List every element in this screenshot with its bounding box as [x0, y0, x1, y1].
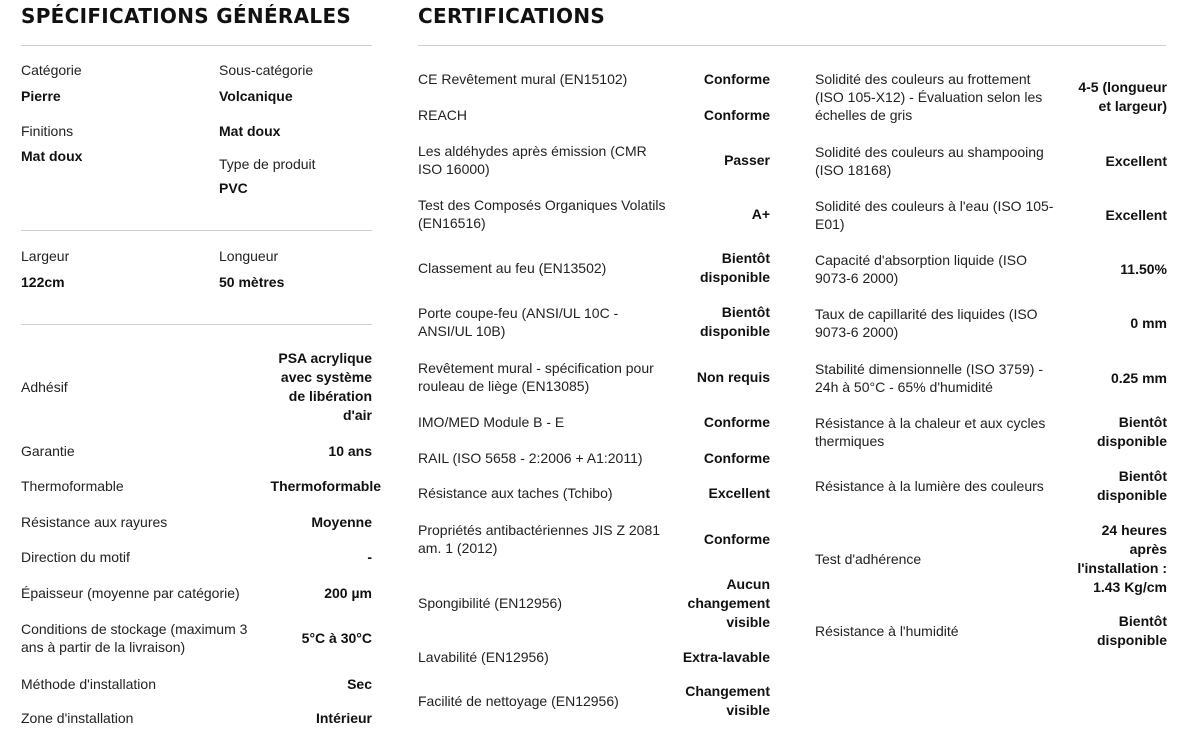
category-value: Pierre: [21, 88, 61, 104]
spec-value: Intérieur: [315, 709, 372, 726]
cert-row: [418, 303, 770, 341]
spec-value: 5°C à 30°C: [301, 629, 372, 646]
cert-label: REACH: [418, 107, 468, 123]
cert-value: Conforme: [703, 413, 770, 430]
cert-row: [418, 195, 770, 233]
cert-row: [418, 520, 770, 558]
length-label: Longueur: [219, 248, 279, 264]
cert-value: Excellent: [1105, 152, 1167, 169]
cert-row: [815, 467, 1167, 505]
subcategory-label: Sous-catégorie: [219, 62, 314, 78]
cert-row: [418, 358, 770, 396]
cert-row: [815, 359, 1167, 397]
cert-row: [815, 69, 1167, 125]
cert-value: Passer: [724, 151, 770, 168]
spec-label: Épaisseur (moyenne par catégorie): [21, 585, 240, 601]
cert-label: Porte coupe-feu (ANSI/UL 10C - ANSI/UL 10B): [418, 305, 619, 339]
finish-value: Mat doux: [21, 148, 83, 164]
cert-value: Bientôt disponible: [700, 304, 770, 339]
spec-value: -: [367, 548, 372, 565]
cert-label: CE Revêtement mural (EN15102): [418, 71, 628, 87]
cert-row: [418, 682, 770, 720]
spec-label: Méthode d'installation: [21, 676, 156, 692]
width-label: Largeur: [21, 248, 70, 264]
spec-row-thermoformable: [21, 475, 381, 497]
cert-value: Bientôt disponible: [1097, 414, 1167, 449]
cert-value: 0.25 mm: [1110, 369, 1167, 386]
cert-label: Stabilité dimensionnelle (ISO 3759) - 24h à 50°C - 65% d'humidité: [815, 361, 1044, 395]
spec-label: Garantie: [21, 443, 75, 459]
section-divider: [21, 45, 372, 46]
cert-row: [815, 142, 1167, 180]
spec-row-storage: [21, 618, 372, 658]
cert-value: Conforme: [703, 449, 770, 466]
product-type-label: Type de produit: [219, 156, 316, 172]
cert-value: Bientôt disponible: [1097, 613, 1167, 648]
spec-label: Direction du motif: [21, 549, 130, 565]
spec-row-pattern-direction: [21, 546, 372, 568]
cert-value: Non requis: [696, 368, 770, 385]
cert-row: [418, 447, 770, 469]
cert-value: 11.50%: [1120, 260, 1167, 277]
cert-row: [815, 520, 1167, 598]
spec-row-adhesive: [21, 347, 372, 427]
subcategory-value: Volcanique: [219, 88, 293, 104]
cert-value: 24 heures après l'installation : 1.43 Kg/cm: [1077, 522, 1167, 595]
cert-row: [418, 574, 770, 632]
cert-label: RAIL (ISO 5658 - 2:2006 + A1:2011): [418, 450, 643, 466]
cert-label: Test d'adhérence: [815, 551, 922, 567]
spec-value: 200 µm: [324, 584, 372, 601]
spec-value: Moyenne: [311, 513, 372, 530]
product-type-value: PVC: [219, 180, 248, 196]
cert-row: [418, 411, 770, 433]
cert-value: Changement visible: [685, 683, 770, 718]
cert-label: Test des Composés Organiques Volatils (EN16516): [418, 197, 666, 231]
section-divider: [21, 230, 372, 231]
cert-label: Solidité des couleurs à l'eau (ISO 105-E01): [815, 198, 1054, 232]
spec-row-install-method: [21, 673, 372, 695]
cert-value: Aucun changement visible: [687, 575, 770, 630]
cert-row: [418, 249, 770, 287]
cert-label: Propriétés antibactériennes JIS Z 2081 am. 1 (2012): [418, 522, 661, 556]
cert-label: Facilité de nettoyage (EN12956): [418, 693, 619, 709]
spec-value: Sec: [347, 675, 372, 692]
cert-label: Solidité des couleurs au frottement (ISO 105-X12) - Évaluation selon les échelles de gris: [815, 71, 1043, 123]
cert-label: Résistance aux taches (Tchibo): [418, 485, 613, 501]
cert-row: [815, 612, 1167, 650]
spec-value: PSA acrylique avec système de libération d'air: [278, 350, 372, 423]
cert-label: Taux de capillarité des liquides (ISO 9073-6 2000): [815, 306, 1038, 340]
cert-row: [815, 250, 1167, 288]
cert-value: Extra-lavable: [682, 648, 770, 665]
spec-label: Adhésif: [21, 379, 68, 395]
cert-label: Revêtement mural - spécification pour rouleau de liège (EN13085): [418, 360, 654, 394]
spec-value: 10 ans: [328, 442, 372, 459]
cert-value: Excellent: [1105, 206, 1167, 223]
finish-label: Finitions: [21, 123, 74, 139]
spec-row-thickness: [21, 582, 372, 604]
cert-label: Classement au feu (EN13502): [418, 260, 607, 276]
cert-label: Solidité des couleurs au shampooing (ISO 18168): [815, 144, 1044, 178]
cert-row: [418, 68, 770, 90]
category-label: Catégorie: [21, 62, 82, 78]
spec-value: Thermoformable: [270, 477, 381, 494]
cert-label: Résistance à la lumière des couleurs: [815, 478, 1044, 494]
width-value: 122cm: [21, 274, 65, 290]
cert-value: Conforme: [703, 70, 770, 87]
cert-label: Résistance à l'humidité: [815, 623, 959, 639]
cert-label: Capacité d'absorption liquide (ISO 9073-6 2000): [815, 252, 1028, 286]
section-divider: [21, 324, 372, 325]
spec-row-install-zone: [21, 707, 372, 729]
section-divider: [418, 45, 1166, 46]
cert-label: Spongibilité (EN12956): [418, 595, 562, 611]
cert-value: 4-5 (longueur et largeur): [1078, 79, 1167, 114]
cert-value: Conforme: [703, 530, 770, 547]
spec-row-scratch-resistance: [21, 511, 372, 533]
cert-row: [815, 196, 1167, 234]
cert-value: A+: [751, 205, 770, 222]
spec-row-warranty: [21, 440, 372, 462]
cert-value: 0 mm: [1130, 314, 1167, 331]
cert-row: [418, 646, 770, 668]
spec-label: Résistance aux rayures: [21, 514, 168, 530]
length-value: 50 mètres: [219, 274, 285, 290]
cert-row: [815, 413, 1167, 451]
spec-label: Thermoformable: [21, 478, 124, 494]
cert-row: [418, 104, 770, 126]
cert-row: [418, 482, 770, 504]
spec-label: Conditions de stockage (maximum 3 ans à partir de la livraison): [21, 621, 248, 655]
certifications-title: CERTIFICATIONS: [418, 4, 606, 28]
spec-label: Zone d'installation: [21, 710, 134, 726]
cert-label: IMO/MED Module B - E: [418, 414, 565, 430]
cert-value: Excellent: [708, 484, 770, 501]
finish-value-secondary: Mat doux: [219, 123, 281, 139]
cert-value: Conforme: [703, 106, 770, 123]
cert-value: Bientôt disponible: [700, 250, 770, 285]
cert-label: Lavabilité (EN12956): [418, 649, 549, 665]
cert-value: Bientôt disponible: [1097, 468, 1167, 503]
cert-row: [815, 304, 1167, 342]
cert-label: Résistance à la chaleur et aux cycles thermiques: [815, 415, 1046, 449]
cert-label: Les aldéhydes après émission (CMR ISO 16000): [418, 143, 647, 177]
cert-row: [418, 141, 770, 179]
general-specs-title: SPÉCIFICATIONS GÉNÉRALES: [21, 4, 352, 28]
